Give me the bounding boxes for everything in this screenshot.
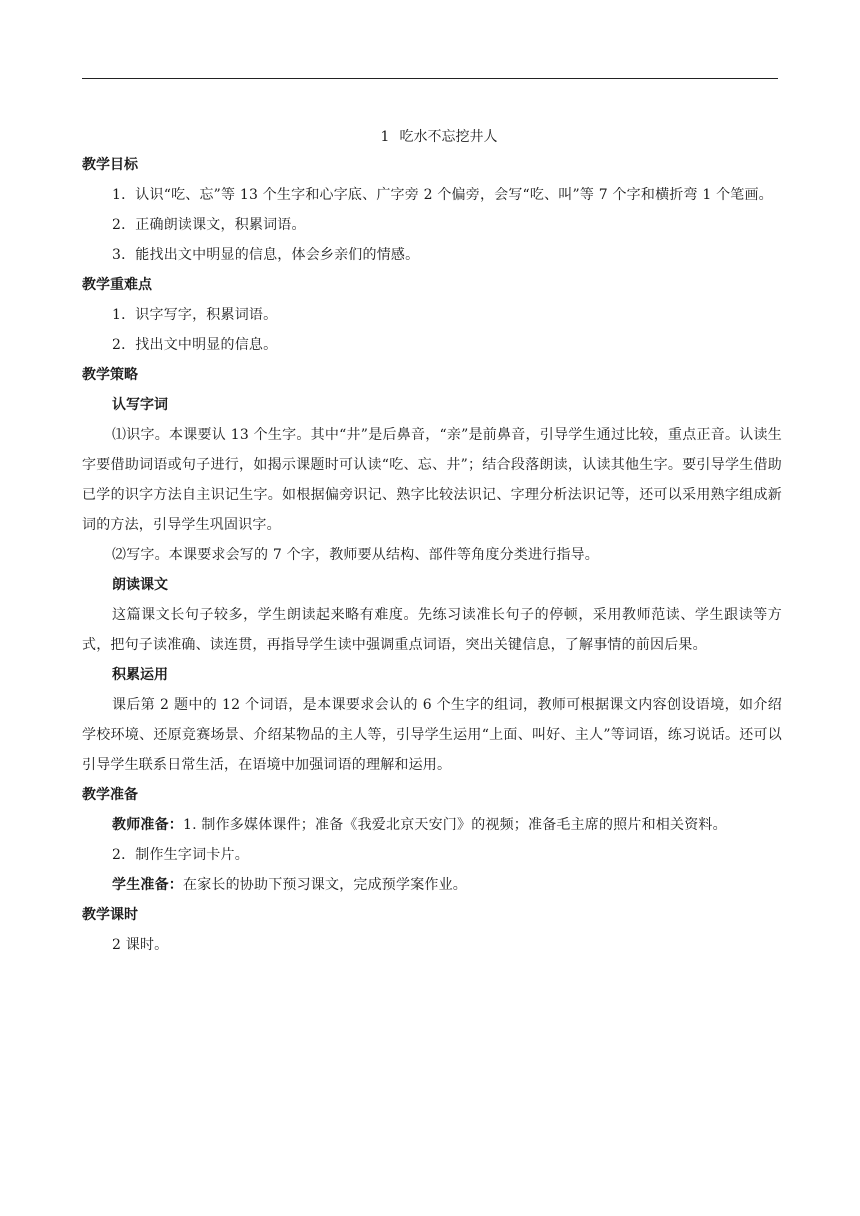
- student-prep: [82, 870, 782, 900]
- lesson-number: 1: [380, 129, 390, 145]
- strategy-heading: 教学策略: [82, 367, 138, 383]
- teacher-prep-label: 教师准备：: [112, 817, 183, 833]
- strategy-paragraph: 课后第 2 题中的 12 个词语，是本课要求会认的 6 个生字的组词，教师可根据课文内容创设语境，如介绍学校环境、还原竞赛场景、介绍某物品的主人等，引导学生运用“上面、叫好、主人”等词语，练习说话。还可以引导学生联系日常生活，在语境中加强词语的理解和运用。: [82, 697, 782, 773]
- goal-item: 1．认识“吃、忘”等 13 个生字和心字底、广字旁 2 个偏旁，会写“吃、叫”等 7 个字和横折弯 1 个笔画。: [112, 187, 773, 203]
- strategy-sub-heading-reading: 朗读课文: [112, 577, 168, 593]
- strategy-paragraph: 这篇课文长句子较多，学生朗读起来略有难度。先练习读准长句子的停顿，采用教师范读、学生跟读等方式，把句子读准确、读连贯，再指导学生读中强调重点词语，突出关键信息，了解事情的前因后果。: [82, 607, 782, 653]
- goal-item: 2．正确朗读课文，积累词语。: [112, 217, 306, 233]
- teacher-prep: [82, 810, 782, 840]
- lesson-title-text: 吃水不忘挖井人: [399, 129, 498, 145]
- strategy-sub-heading-usage: 积累运用: [112, 667, 168, 683]
- teacher-prep-item: 2．制作生字词卡片。: [112, 847, 249, 863]
- periods-text: 2 课时。: [112, 937, 169, 953]
- student-prep-label: 学生准备：: [112, 877, 183, 893]
- student-prep-text: 在家长的协助下预习课文，完成预学案作业。: [183, 877, 467, 893]
- strategy-sub-heading-words: 认写字词: [112, 397, 168, 413]
- key-point-item: 1．识字写字，积累词语。: [112, 307, 278, 323]
- teacher-prep-text: 1. 制作多媒体课件；准备《我爱北京天安门》的视频；准备毛主席的照片和相关资料。: [183, 817, 727, 833]
- strategy-paragraph: ⑴识字。本课要认 13 个生字。其中“井”是后鼻音，“亲”是前鼻音，引导学生通过比较，重点正音。认读生字要借助词语或句子进行，如揭示课题时可认读“吃、忘、井”；结合段落朗读，认读其他生字。要引导学生借助已学的识字方法自主识记生字。如根据偏旁识记、熟字比较法识记、字理分析法识记等，还可以采用熟字组成新词的方法，引导学生巩固识字。: [82, 427, 782, 533]
- prep-heading: 教学准备: [82, 787, 138, 803]
- goals-heading: 教学目标: [82, 157, 138, 173]
- key-points-heading: 教学重难点: [82, 277, 152, 293]
- key-point-item: 2．找出文中明显的信息。: [112, 337, 278, 353]
- lesson-title: [82, 124, 782, 150]
- strategy-paragraph: ⑵写字。本课要求会写的 7 个字，教师要从结构、部件等角度分类进行指导。: [112, 547, 600, 563]
- document-body: [82, 124, 782, 960]
- header-rule: [82, 78, 778, 79]
- goal-item: 3．能找出文中明显的信息，体会乡亲们的情感。: [112, 247, 420, 263]
- periods-heading: 教学课时: [82, 907, 138, 923]
